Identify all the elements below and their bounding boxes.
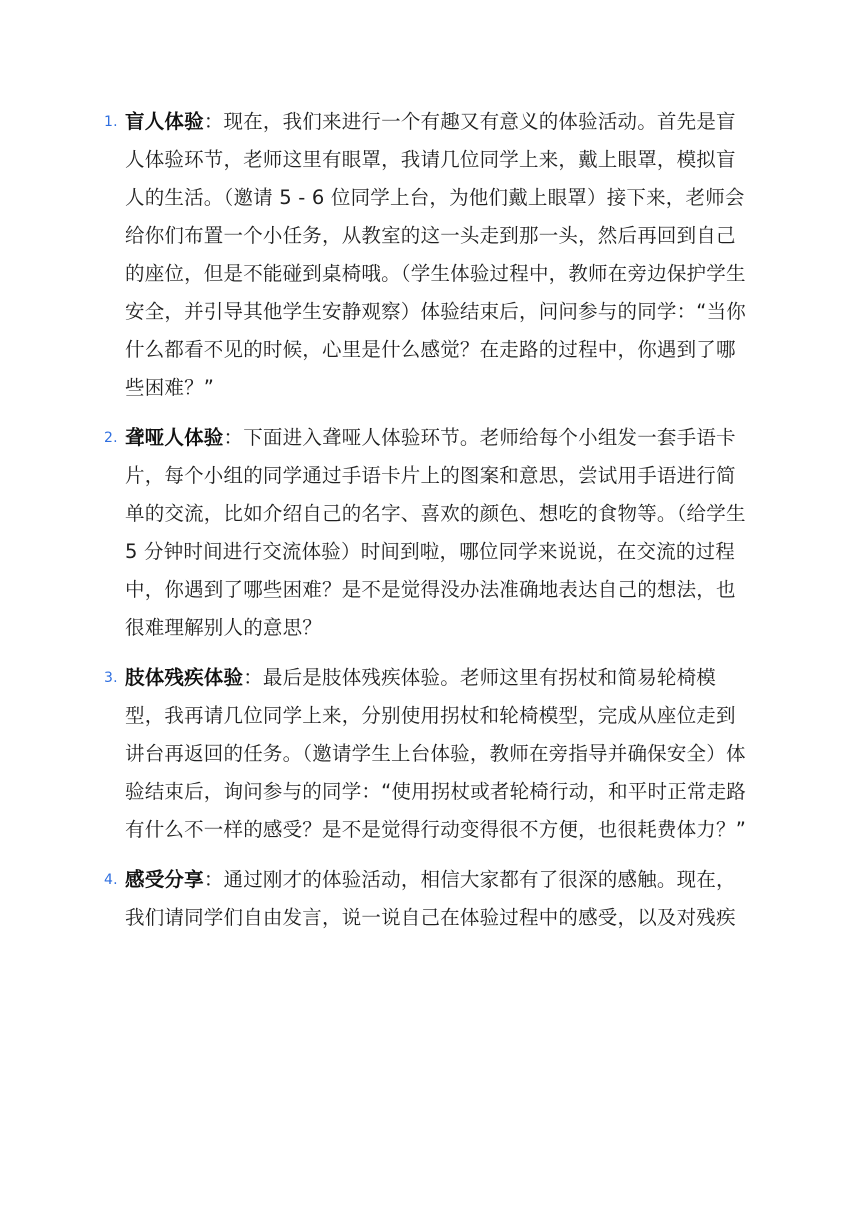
- item-term: 聋哑人体验: [125, 426, 224, 449]
- list-item: [0, 861, 753, 937]
- item-text: 通过刚才的体验活动，相信大家都有了很深的感触。现在，我们请同学们自由发言，说一说自己在体验过程中的感受，以及对残疾: [125, 868, 736, 929]
- item-text: 现在，我们来进行一个有趣又有意义的体验活动。首先是盲人体验环节，老师这里有眼罩，我请几位同学上来，戴上眼罩，模拟盲人的生活。（邀请 5 - 6 位同学上台，为他们戴上眼罩）接下来，老师会给你们布置一个小任务，从教室的这一头走到那一头，然后再回到自己的座位，但是不能碰到桌椅哦。（学生体验过程中，教师在旁边保护学生安全，并引导其他学生安静观察）体验结束后，问问参与的同学：“当你什么都看不见的时候，心里是什么感觉？在走路的过程中，你遇到了哪些困难？”: [125, 110, 747, 399]
- item-term: 盲人体验: [125, 110, 204, 133]
- list-item: [0, 103, 753, 407]
- item-term: 感受分享: [125, 868, 204, 891]
- list-number: 4.: [104, 872, 118, 888]
- item-text: 最后是肢体残疾体验。老师这里有拐杖和简易轮椅模型，我再请几位同学上来，分别使用拐杖和轮椅模型，完成从座位走到讲台再返回的任务。（邀请学生上台体验，教师在旁指导并确保安全）体验结束后，询问参与的同学：“使用拐杖或者轮椅行动，和平时正常走路有什么不一样的感受？是不是觉得行动变得很不方便，也很耗费体力？”: [125, 666, 747, 841]
- activity-list: [0, 103, 860, 949]
- list-number: 2.: [104, 430, 118, 446]
- list-item: [0, 659, 753, 849]
- list-item: [0, 419, 753, 647]
- list-number: 1.: [104, 114, 118, 130]
- list-number: 3.: [104, 670, 118, 686]
- item-text: 下面进入聋哑人体验环节。老师给每个小组发一套手语卡片，每个小组的同学通过手语卡片上的图案和意思，尝试用手语进行简单的交流，比如介绍自己的名字、喜欢的颜色、想吃的食物等。（给学生 5 分钟时间进行交流体验）时间到啦，哪位同学来说说，在交流的过程中，你遇到了哪些困难？是不是觉得没办法准确地表达自己的想法，也很难理解别人的意思？: [125, 426, 746, 639]
- item-separator: ：: [203, 868, 224, 891]
- item-term: 肢体残疾体验: [125, 666, 244, 689]
- item-separator: ：: [243, 666, 263, 689]
- item-separator: ：: [203, 110, 224, 133]
- item-separator: ：: [223, 426, 244, 449]
